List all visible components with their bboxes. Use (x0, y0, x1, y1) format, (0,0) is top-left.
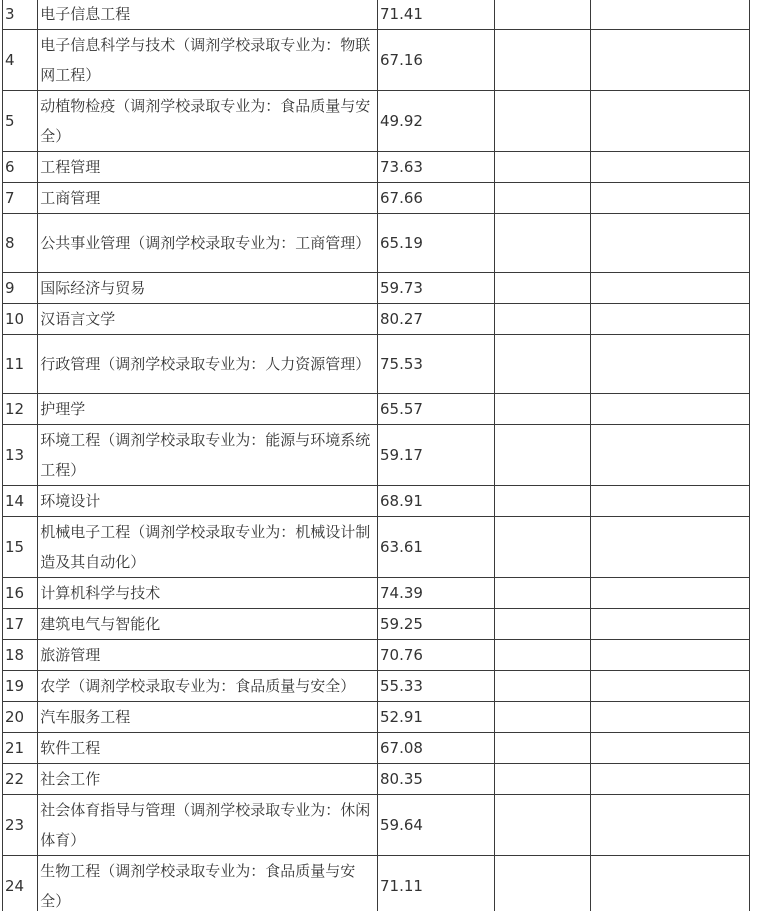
empty-cell (494, 517, 591, 578)
empty-cell (591, 517, 750, 578)
major-name-cell: 护理学 (38, 394, 378, 425)
major-name-cell: 生物工程（调剂学校录取专业为：食品质量与安全） (38, 856, 378, 911)
score-cell: 65.57 (378, 394, 495, 425)
empty-cell (591, 304, 750, 335)
empty-cell (494, 671, 591, 702)
major-name-cell: 电子信息科学与技术（调剂学校录取专业为：物联网工程） (38, 30, 378, 91)
table-row (3, 214, 750, 273)
score-cell: 59.17 (378, 425, 495, 486)
row-number-cell: 13 (3, 425, 38, 486)
empty-cell (494, 214, 591, 273)
row-number-cell: 4 (3, 30, 38, 91)
row-number-cell: 23 (3, 795, 38, 856)
empty-cell (494, 578, 591, 609)
empty-cell (591, 702, 750, 733)
row-number-cell: 14 (3, 486, 38, 517)
empty-cell (591, 0, 750, 30)
empty-cell (591, 671, 750, 702)
empty-cell (494, 30, 591, 91)
table-row (3, 795, 750, 856)
table-row (3, 425, 750, 486)
major-name-cell: 公共事业管理（调剂学校录取专业为：工商管理） (38, 214, 378, 273)
table-row (3, 764, 750, 795)
major-name-cell: 计算机科学与技术 (38, 578, 378, 609)
empty-cell (494, 183, 591, 214)
table-row (3, 733, 750, 764)
empty-cell (494, 733, 591, 764)
empty-cell (591, 486, 750, 517)
score-cell: 52.91 (378, 702, 495, 733)
score-cell: 71.41 (378, 0, 495, 30)
empty-cell (591, 425, 750, 486)
empty-cell (494, 764, 591, 795)
major-name-cell: 汽车服务工程 (38, 702, 378, 733)
table-row (3, 91, 750, 152)
empty-cell (591, 214, 750, 273)
score-cell: 67.08 (378, 733, 495, 764)
row-number-cell: 9 (3, 273, 38, 304)
score-cell: 80.35 (378, 764, 495, 795)
row-number-cell: 15 (3, 517, 38, 578)
score-cell: 63.61 (378, 517, 495, 578)
major-name-cell: 环境工程（调剂学校录取专业为：能源与环境系统工程） (38, 425, 378, 486)
empty-cell (494, 702, 591, 733)
empty-cell (494, 795, 591, 856)
row-number-cell: 7 (3, 183, 38, 214)
score-cell: 59.25 (378, 609, 495, 640)
table-row (3, 609, 750, 640)
empty-cell (494, 856, 591, 911)
empty-cell (591, 609, 750, 640)
empty-cell (494, 0, 591, 30)
major-name-cell: 社会工作 (38, 764, 378, 795)
score-cell: 67.66 (378, 183, 495, 214)
row-number-cell: 20 (3, 702, 38, 733)
row-number-cell: 22 (3, 764, 38, 795)
empty-cell (494, 486, 591, 517)
table-row (3, 152, 750, 183)
score-cell: 74.39 (378, 578, 495, 609)
row-number-cell: 21 (3, 733, 38, 764)
empty-cell (591, 394, 750, 425)
score-cell: 68.91 (378, 486, 495, 517)
table-row (3, 640, 750, 671)
empty-cell (591, 183, 750, 214)
empty-cell (494, 394, 591, 425)
empty-cell (494, 609, 591, 640)
empty-cell (591, 733, 750, 764)
major-name-cell: 动植物检疫（调剂学校录取专业为：食品质量与安全） (38, 91, 378, 152)
row-number-cell: 17 (3, 609, 38, 640)
table-row (3, 335, 750, 394)
major-name-cell: 工商管理 (38, 183, 378, 214)
empty-cell (494, 640, 591, 671)
row-number-cell: 16 (3, 578, 38, 609)
major-name-cell: 社会体育指导与管理（调剂学校录取专业为：休闲体育） (38, 795, 378, 856)
empty-cell (494, 304, 591, 335)
score-cell: 75.53 (378, 335, 495, 394)
empty-cell (591, 152, 750, 183)
row-number-cell: 5 (3, 91, 38, 152)
score-cell: 67.16 (378, 30, 495, 91)
table-row (3, 394, 750, 425)
table-row (3, 304, 750, 335)
score-cell: 49.92 (378, 91, 495, 152)
score-cell: 70.76 (378, 640, 495, 671)
score-table (2, 0, 750, 911)
table-row (3, 486, 750, 517)
major-name-cell: 国际经济与贸易 (38, 273, 378, 304)
major-name-cell: 行政管理（调剂学校录取专业为：人力资源管理） (38, 335, 378, 394)
major-name-cell: 工程管理 (38, 152, 378, 183)
empty-cell (591, 273, 750, 304)
major-name-cell: 机械电子工程（调剂学校录取专业为：机械设计制造及其自动化） (38, 517, 378, 578)
empty-cell (591, 856, 750, 911)
empty-cell (591, 795, 750, 856)
table-row (3, 0, 750, 30)
row-number-cell: 24 (3, 856, 38, 911)
empty-cell (591, 30, 750, 91)
row-number-cell: 8 (3, 214, 38, 273)
score-cell: 73.63 (378, 152, 495, 183)
row-number-cell: 11 (3, 335, 38, 394)
major-name-cell: 环境设计 (38, 486, 378, 517)
row-number-cell: 19 (3, 671, 38, 702)
row-number-cell: 3 (3, 0, 38, 30)
table-row (3, 578, 750, 609)
score-table-body (3, 0, 750, 911)
score-cell: 55.33 (378, 671, 495, 702)
major-name-cell: 建筑电气与智能化 (38, 609, 378, 640)
empty-cell (494, 273, 591, 304)
table-row (3, 183, 750, 214)
major-name-cell: 汉语言文学 (38, 304, 378, 335)
empty-cell (591, 640, 750, 671)
table-row (3, 30, 750, 91)
empty-cell (494, 335, 591, 394)
score-cell: 71.11 (378, 856, 495, 911)
score-cell: 59.64 (378, 795, 495, 856)
table-row (3, 273, 750, 304)
empty-cell (591, 578, 750, 609)
row-number-cell: 18 (3, 640, 38, 671)
major-name-cell: 软件工程 (38, 733, 378, 764)
row-number-cell: 12 (3, 394, 38, 425)
empty-cell (591, 91, 750, 152)
empty-cell (494, 91, 591, 152)
row-number-cell: 10 (3, 304, 38, 335)
score-cell: 80.27 (378, 304, 495, 335)
table-row (3, 856, 750, 911)
major-name-cell: 旅游管理 (38, 640, 378, 671)
major-name-cell: 农学（调剂学校录取专业为：食品质量与安全） (38, 671, 378, 702)
major-name-cell: 电子信息工程 (38, 0, 378, 30)
score-cell: 59.73 (378, 273, 495, 304)
row-number-cell: 6 (3, 152, 38, 183)
empty-cell (494, 425, 591, 486)
table-row (3, 517, 750, 578)
table-row (3, 702, 750, 733)
table-row (3, 671, 750, 702)
empty-cell (591, 764, 750, 795)
score-cell: 65.19 (378, 214, 495, 273)
empty-cell (494, 152, 591, 183)
empty-cell (591, 335, 750, 394)
